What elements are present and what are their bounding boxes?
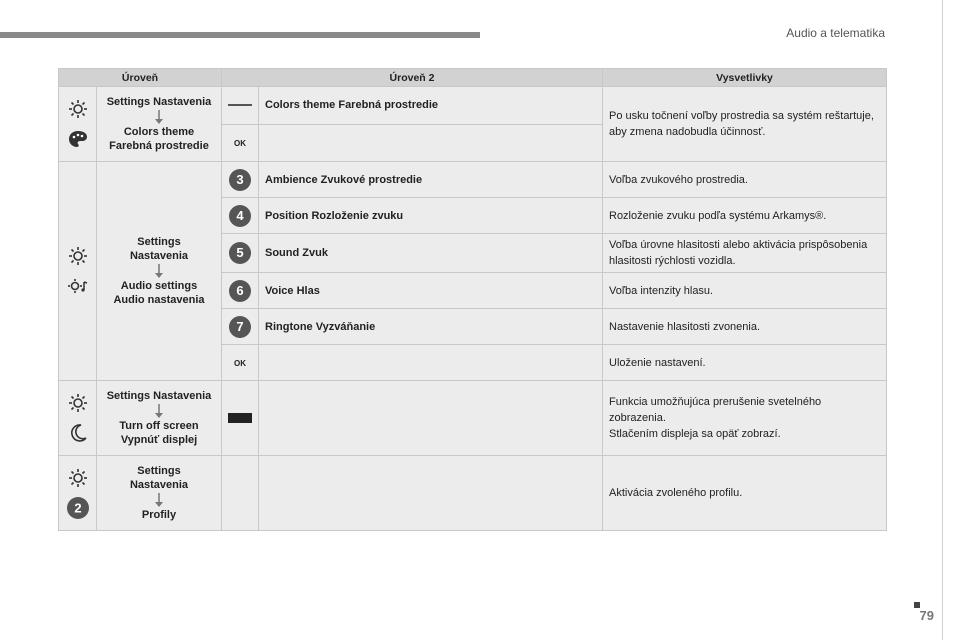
row2-sub-5-label: Sound Zvuk bbox=[259, 234, 603, 273]
gear-icon bbox=[66, 466, 90, 490]
row2-path bbox=[97, 162, 222, 381]
path-settings: Settings bbox=[137, 236, 181, 248]
row2-sub-3-desc: Voľba zvukového prostredia. bbox=[603, 162, 887, 198]
path-settings-sk: Nastavenia bbox=[129, 250, 189, 262]
list-button-icon[interactable] bbox=[228, 104, 252, 106]
row2-icons bbox=[59, 162, 97, 381]
row4-desc: Aktivácia zvoleného profilu. bbox=[603, 456, 887, 531]
ok-button[interactable]: OK bbox=[234, 138, 246, 148]
row4-sub-label bbox=[259, 456, 603, 531]
side-divider bbox=[942, 0, 943, 640]
profile-number-icon bbox=[66, 496, 90, 520]
path-settings: Settings bbox=[137, 465, 181, 477]
number-badge[interactable]: 5 bbox=[229, 242, 251, 264]
row1-key-a bbox=[222, 87, 259, 125]
table-row bbox=[59, 456, 887, 531]
table-row bbox=[59, 381, 887, 456]
row2-key-5 bbox=[222, 234, 259, 273]
row3-desc-line-2: zobrazenia. bbox=[609, 412, 666, 424]
gear-icon bbox=[66, 391, 90, 415]
row2-sub-6-label: Voice Hlas bbox=[259, 273, 603, 309]
row2-sub-6-desc: Voľba intenzity hlasu. bbox=[603, 273, 887, 309]
row2-sub-3-label: Ambience Zvukové prostredie bbox=[259, 162, 603, 198]
row3-key bbox=[222, 381, 259, 456]
row2-key-3 bbox=[222, 162, 259, 198]
path-profiles: Profily bbox=[141, 509, 177, 521]
row2-sub-7-label: Ringtone Vyzváňanie bbox=[259, 309, 603, 345]
number-badge[interactable]: 4 bbox=[229, 205, 251, 227]
row3-desc-line-1: Funkcia umožňujúca prerušenie svetelného bbox=[609, 396, 822, 408]
arrow-down-icon bbox=[154, 264, 164, 278]
row2-sub-4-label: Position Rozloženie zvuku bbox=[259, 198, 603, 234]
row1-key-b bbox=[222, 124, 259, 162]
row2-sub-ok-desc: Uloženie nastavení. bbox=[603, 345, 887, 381]
row4-path bbox=[97, 456, 222, 531]
ok-button[interactable]: OK bbox=[234, 358, 246, 368]
row2-sub-ok-label bbox=[259, 345, 603, 381]
row3-desc-line-3: Stlačením displeja sa opäť zobrazí. bbox=[609, 428, 781, 440]
palette-icon bbox=[66, 127, 90, 151]
row3-desc bbox=[603, 381, 887, 456]
row3-path bbox=[97, 381, 222, 456]
header-explanations: Vysvetlivky bbox=[603, 69, 887, 87]
moon-icon bbox=[66, 421, 90, 445]
row1-desc: Po usku točnení voľby prostredia sa systém reštartuje, aby zmena nadobudla účinnosť. bbox=[603, 87, 887, 162]
audio-settings-icon bbox=[66, 274, 90, 298]
arrow-down-icon bbox=[154, 493, 164, 507]
page-number: 79 bbox=[919, 608, 934, 623]
section-title: Audio a telematika bbox=[786, 26, 885, 40]
gear-icon bbox=[66, 244, 90, 268]
gear-icon bbox=[66, 97, 90, 121]
path-colors-theme: Colors theme bbox=[123, 126, 195, 138]
path-audio-settings-sk: Audio nastavenia bbox=[113, 294, 205, 306]
path-settings: Settings Nastavenia bbox=[106, 96, 212, 108]
path-settings: Settings Nastavenia bbox=[106, 390, 212, 402]
row2-key-4 bbox=[222, 198, 259, 234]
row2-sub-5-desc: Voľba úrovne hlasitosti alebo aktivácia prispôsobenia hlasitosti rýchlosti vozidla. bbox=[603, 234, 887, 273]
menu-table bbox=[58, 68, 887, 531]
row1-icons bbox=[59, 87, 97, 162]
path-settings-sk: Nastavenia bbox=[129, 479, 189, 491]
arrow-down-icon bbox=[154, 110, 164, 124]
row2-key-6 bbox=[222, 273, 259, 309]
top-decorative-bar bbox=[0, 32, 480, 38]
header-level-2: Úroveň 2 bbox=[222, 69, 603, 87]
row4-key bbox=[222, 456, 259, 531]
number-badge[interactable]: 7 bbox=[229, 316, 251, 338]
row2-sub-4-desc: Rozloženie zvuku podľa systému Arkamys®. bbox=[603, 198, 887, 234]
arrow-down-icon bbox=[154, 404, 164, 418]
row2-sub-7-desc: Nastavenie hlasitosti zvonenia. bbox=[603, 309, 887, 345]
row3-icons bbox=[59, 381, 97, 456]
row2-key-7 bbox=[222, 309, 259, 345]
row2-key-ok bbox=[222, 345, 259, 381]
screen-off-button[interactable] bbox=[228, 413, 252, 423]
table-row bbox=[59, 87, 887, 125]
path-turn-off-screen-sk: Vypnúť displej bbox=[120, 434, 198, 446]
svg-text:2: 2 bbox=[73, 500, 82, 516]
table-row bbox=[59, 162, 887, 198]
path-turn-off-screen: Turn off screen bbox=[119, 420, 199, 432]
header-level: Úroveň bbox=[59, 69, 222, 87]
table-header-row bbox=[59, 69, 887, 87]
number-badge[interactable]: 6 bbox=[229, 280, 251, 302]
row1-path bbox=[97, 87, 222, 162]
row4-icons bbox=[59, 456, 97, 531]
row1-sub-a-label: Colors theme Farebná prostredie bbox=[259, 87, 603, 125]
number-badge[interactable]: 3 bbox=[229, 169, 251, 191]
row1-sub-b-label bbox=[259, 124, 603, 162]
row3-sub-label bbox=[259, 381, 603, 456]
path-colors-theme-sk: Farebná prostredie bbox=[109, 140, 209, 152]
path-audio-settings: Audio settings bbox=[120, 280, 198, 292]
